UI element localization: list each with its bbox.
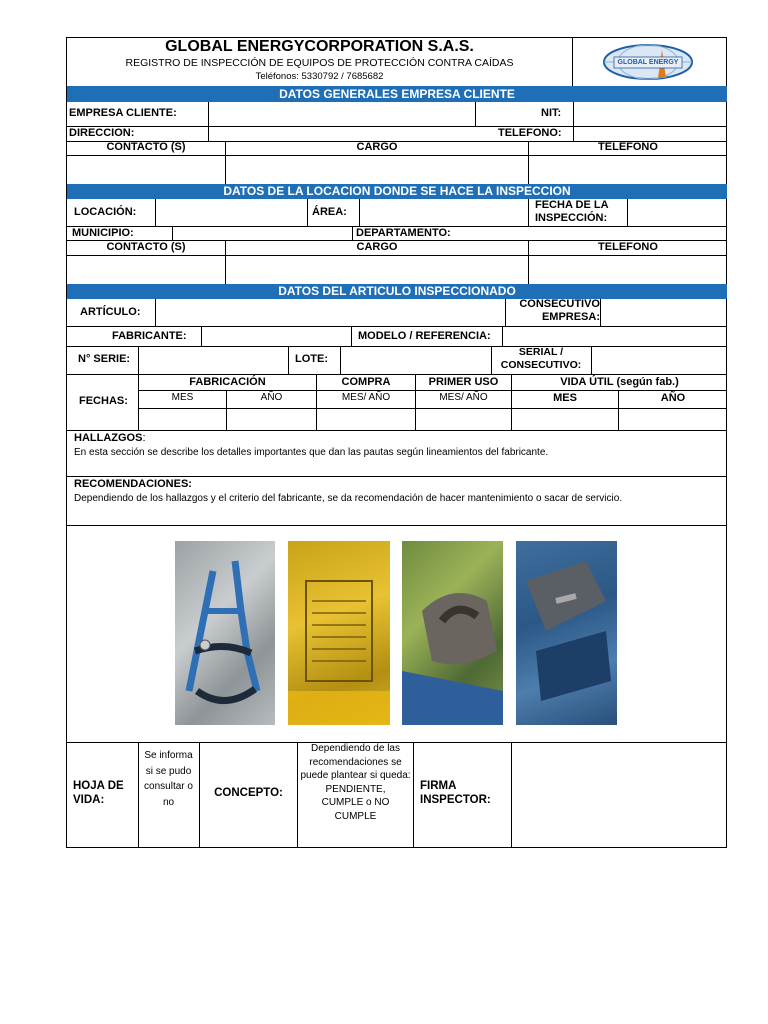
articulo-field[interactable] — [156, 300, 504, 325]
consecutivo-empresa-label: CONSECUTIVO EMPRESA: — [519, 298, 600, 323]
articulo-label: ARTÍCULO: — [80, 306, 141, 318]
recomendaciones-label: RECOMENDACIONES: — [74, 478, 192, 490]
telefono-label: TELEFONO: — [498, 127, 562, 139]
municipio-label: MUNICIPIO: — [72, 227, 134, 239]
fechas-label: FECHAS: — [79, 395, 128, 407]
serial-consecutivo-field[interactable] — [592, 347, 726, 373]
area-label: ÁREA: — [312, 206, 347, 218]
concepto-label: CONCEPTO: — [214, 787, 283, 799]
hallazgos-label-colon: : — [142, 432, 146, 444]
firma-inspector-field[interactable] — [512, 743, 726, 847]
hoja-de-vida-label: HOJA DE VIDA: — [73, 780, 124, 806]
hallazgos-text: En esta sección se describe los detalles importantes que dan las pautas según lineamientos del fabricante. — [74, 447, 549, 458]
locacion-field[interactable] — [156, 200, 306, 225]
fabricante-field[interactable] — [202, 327, 350, 345]
vida-util-mes-field[interactable] — [512, 409, 617, 429]
cargo-header-2: CARGO — [356, 241, 398, 253]
logo-text: GLOBAL ENERGY — [617, 59, 679, 66]
n-serie-field[interactable] — [139, 347, 287, 373]
section-general-data-title: DATOS GENERALES EMPRESA CLIENTE — [67, 86, 727, 102]
modelo-field[interactable] — [503, 327, 726, 345]
telefono-field[interactable] — [574, 127, 726, 140]
locacion-label: LOCACIÓN: — [74, 206, 137, 218]
fabricacion-ano-field[interactable] — [227, 409, 315, 429]
photo-webbing-detail — [516, 541, 617, 725]
lote-field[interactable] — [341, 347, 490, 373]
company-logo — [600, 42, 696, 82]
concepto-note-conditions: Dependiendo de las recomendaciones se puede plantear si queda: — [300, 743, 411, 781]
departamento-field[interactable] — [529, 227, 726, 239]
section-location-title: DATOS DE LA LOCACION DONDE SE HACE LA INSPECCION — [67, 184, 727, 199]
vida-util-ano: AÑO — [660, 392, 686, 404]
concepto-note — [298, 742, 413, 823]
hallazgos-label — [74, 432, 146, 444]
primer-uso-mes-ano: MES/ AÑO — [439, 392, 488, 403]
photo-label-tag — [288, 541, 390, 725]
fabricacion-mes-field[interactable] — [139, 409, 225, 429]
concepto-note-options: PENDIENTE, CUMPLE o NO CUMPLE — [321, 783, 390, 822]
form-title: REGISTRO DE INSPECCIÓN DE EQUIPOS DE PROTECCIÓN CONTRA CAÍDAS — [125, 57, 514, 69]
hoja-de-vida-note: Se informa si se pudo consultar o no — [144, 750, 193, 808]
photo-harness — [175, 541, 275, 725]
nit-label: NIT: — [541, 107, 562, 119]
photo-hook-detail — [402, 541, 503, 725]
cargo-field[interactable] — [226, 156, 527, 183]
vida-util-header: VIDA ÚTIL (según fab.) — [560, 376, 679, 388]
recomendaciones-text: Dependiendo de los hallazgos y el criterio del fabricante, se da recomendación de hacer mantenimiento o sacar de servicio. — [74, 493, 623, 504]
telefono-header: TELEFONO — [598, 141, 658, 153]
consecutivo-empresa-field[interactable] — [601, 300, 726, 325]
fabricacion-ano: AÑO — [260, 392, 283, 403]
fecha-inspeccion-field[interactable] — [628, 200, 726, 225]
primer-uso-header: PRIMER USO — [428, 376, 499, 388]
fabricacion-header: FABRICACIÓN — [189, 376, 266, 388]
vida-util-mes: MES — [553, 392, 577, 404]
company-name: GLOBAL ENERGYCORPORATION S.A.S. — [165, 38, 474, 55]
nit-field[interactable] — [574, 103, 726, 125]
section-item-title: DATOS DEL ARTICULO INSPECCIONADO — [67, 284, 727, 299]
contacto-field-2[interactable] — [68, 256, 224, 283]
phone-numbers: Teléfonos: 5330792 / 7685682 — [255, 71, 384, 82]
compra-header: COMPRA — [341, 376, 391, 388]
fabricacion-mes: MES — [171, 392, 194, 403]
contacto-header: CONTACTO (S) — [106, 141, 186, 153]
fecha-inspeccion-label: FECHA DE LA INSPECCIÓN: — [535, 199, 609, 224]
serial-consecutivo-label: SERIAL / CONSECUTIVO: — [500, 346, 582, 371]
vida-util-ano-field[interactable] — [619, 409, 726, 429]
contacto-header-2: CONTACTO (S) — [106, 241, 186, 253]
compra-field[interactable] — [317, 409, 414, 429]
municipio-field[interactable] — [173, 227, 351, 239]
empresa-cliente-label: EMPRESA CLIENTE: — [69, 107, 177, 119]
telefono-contact-field-2[interactable] — [529, 256, 726, 283]
primer-uso-field[interactable] — [416, 409, 510, 429]
compra-mes-ano: MES/ AÑO — [341, 392, 391, 403]
modelo-label: MODELO / REFERENCIA: — [358, 330, 491, 342]
area-field[interactable] — [360, 200, 527, 225]
direccion-label: DIRECCION: — [69, 127, 135, 139]
departamento-label: DEPARTAMENTO: — [356, 227, 451, 239]
telefono-header-2: TELEFONO — [598, 241, 658, 253]
contacto-field[interactable] — [68, 156, 224, 183]
telefono-contact-field[interactable] — [529, 156, 726, 183]
fabricante-label: FABRICANTE: — [112, 330, 187, 342]
lote-label: LOTE: — [295, 353, 328, 365]
firma-inspector-label: FIRMA INSPECTOR: — [420, 780, 491, 806]
empresa-cliente-field[interactable] — [209, 103, 474, 125]
hallazgos-label-text: HALLAZGOS — [74, 432, 143, 444]
cargo-header: CARGO — [356, 141, 398, 153]
n-serie-label: N° SERIE: — [78, 353, 131, 365]
cargo-field-2[interactable] — [226, 256, 527, 283]
direccion-field[interactable] — [209, 127, 474, 140]
